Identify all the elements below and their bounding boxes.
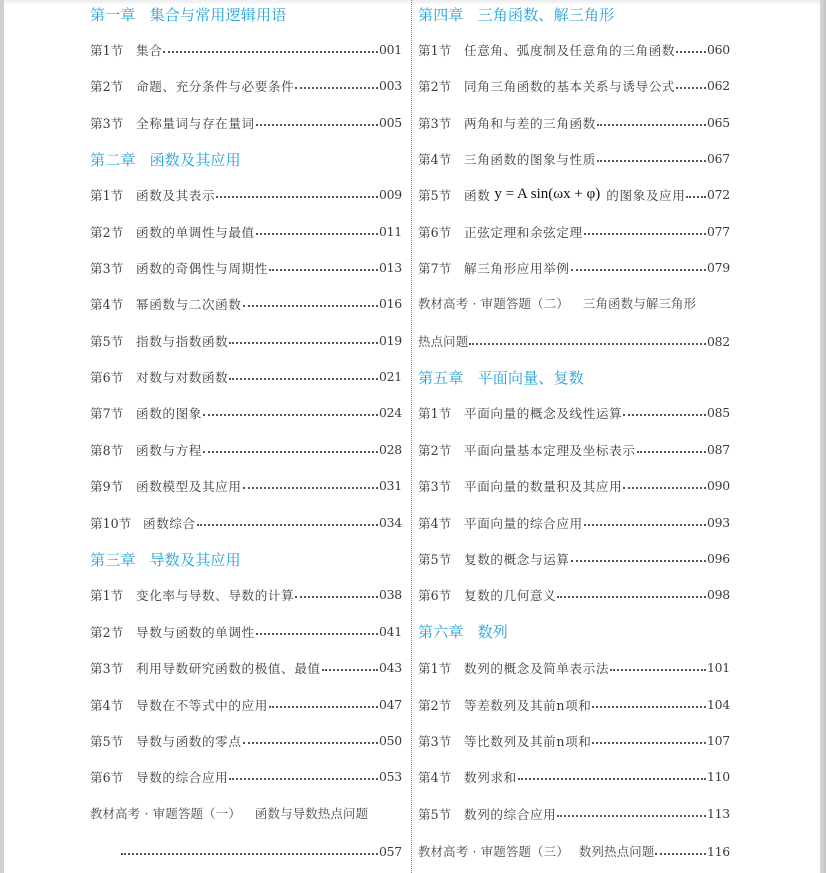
page-number: 057: [378, 843, 402, 859]
section-label: 第1节: [90, 187, 124, 203]
section-title: 任意角、弧度制及任意角的三角函数: [464, 42, 676, 58]
special-section-title: 教材高考 · 审题答题（一）: [90, 806, 241, 821]
page-number: 101: [706, 659, 730, 675]
section-title-suffix: 的图象及应用: [606, 187, 686, 203]
section-label: 第3节: [90, 660, 124, 676]
section-title: 平面向量的概念及线性运算: [464, 405, 623, 421]
toc-entry[interactable]: [90, 583, 402, 605]
section-label: 第2节: [90, 224, 124, 240]
toc-entry[interactable]: [90, 329, 402, 351]
section-title: 两角和与差的三角函数: [464, 115, 596, 131]
chapter-title: 三角函数、解三角形: [477, 5, 615, 24]
chapter-title: 导数及其应用: [149, 550, 241, 569]
dot-leader: [557, 806, 706, 820]
page-number: 001: [378, 41, 402, 57]
section-label: 第6节: [418, 224, 452, 240]
toc-entry[interactable]: [418, 693, 730, 715]
section-label: 第5节: [90, 333, 124, 349]
chapter-number: 第六章: [418, 622, 464, 641]
toc-entry[interactable]: [418, 656, 730, 678]
page-number: 062: [706, 77, 730, 93]
section-label: 第4节: [90, 296, 124, 312]
toc-entry-special[interactable]: [90, 802, 402, 824]
chapter-title: 平面向量、复数: [477, 368, 585, 387]
chapter-number: 第五章: [418, 368, 464, 387]
chapter-number: 第三章: [90, 550, 136, 569]
section-label: 第1节: [418, 405, 452, 421]
toc-entry[interactable]: [418, 147, 730, 169]
dot-leader: [243, 296, 378, 310]
dot-leader: [597, 151, 706, 165]
section-label: 第10节: [90, 515, 132, 531]
dot-leader: [686, 187, 706, 201]
page-number: 104: [706, 696, 730, 712]
special-section-title: 教材高考 · 审题答题（三）: [418, 844, 569, 859]
dot-leader: [623, 478, 706, 492]
page-number: 090: [706, 477, 730, 493]
page-number: 016: [378, 295, 402, 311]
toc-entry[interactable]: [90, 656, 402, 678]
toc-entry[interactable]: [418, 220, 730, 242]
dot-leader: [571, 551, 706, 565]
dot-leader: [256, 115, 378, 129]
dot-leader: [571, 260, 706, 274]
chapter-number: 第四章: [418, 5, 464, 24]
page-number: 116: [706, 843, 730, 859]
section-title: 函数模型及其应用: [136, 478, 242, 494]
section-title: 函数的图象: [136, 405, 202, 421]
section-label: 第5节: [418, 187, 452, 203]
page-number: 110: [706, 768, 730, 784]
toc-entry[interactable]: [418, 183, 730, 205]
section-title: 变化率与导数、导数的计算: [136, 587, 295, 603]
toc-entry[interactable]: [418, 765, 730, 787]
page-number: 107: [706, 732, 730, 748]
section-label: 第6节: [90, 369, 124, 385]
toc-entry[interactable]: [90, 474, 402, 496]
section-title: 平面向量的数量积及其应用: [464, 478, 623, 494]
page-edge-left: [0, 0, 4, 873]
page-number: 043: [378, 659, 402, 675]
section-label: 第4节: [418, 769, 452, 785]
section-title: 利用导数研究函数的极值、最值: [136, 660, 321, 676]
toc-entry[interactable]: [90, 729, 402, 751]
toc-entry[interactable]: [90, 438, 402, 460]
section-title: 幂函数与二次函数: [136, 296, 242, 312]
page-number: 003: [378, 77, 402, 93]
section-title: 命题、充分条件与必要条件: [136, 78, 295, 94]
toc-entry[interactable]: [418, 401, 730, 423]
section-label: 第1节: [418, 660, 452, 676]
page-number: 065: [706, 114, 730, 130]
section-title: 同角三角函数的基本关系与诱导公式: [464, 78, 676, 94]
section-label: 第7节: [418, 260, 452, 276]
section-label: 第1节: [418, 42, 452, 58]
dot-leader: [623, 405, 706, 419]
toc-entry[interactable]: [90, 38, 402, 60]
section-title: 函数及其表示: [136, 187, 216, 203]
dot-leader: [197, 515, 378, 529]
toc-entry[interactable]: [418, 729, 730, 751]
page-number: 113: [706, 805, 730, 821]
dot-leader: [610, 660, 706, 674]
section-title: 函数与方程: [136, 442, 202, 458]
dot-leader: [229, 769, 378, 783]
toc-entry[interactable]: [418, 438, 730, 460]
section-title: 等比数列及其前n项和: [464, 733, 592, 749]
dot-leader: [295, 587, 378, 601]
section-title: 指数与指数函数: [136, 333, 229, 349]
toc-entry-special[interactable]: [418, 840, 730, 862]
section-title: 数列的概念及简单表示法: [464, 660, 610, 676]
dot-leader: [121, 844, 378, 858]
section-label: 第2节: [418, 78, 452, 94]
section-title: 平面向量的综合应用: [464, 515, 583, 531]
toc-entry[interactable]: [418, 74, 730, 96]
page-number: 034: [378, 514, 402, 530]
section-title: 等差数列及其前n项和: [464, 697, 592, 713]
dot-leader: [216, 187, 378, 201]
toc-entry[interactable]: [90, 74, 402, 96]
chapter-heading-1[interactable]: [90, 3, 402, 25]
section-label: 第5节: [90, 733, 124, 749]
section-title: 三角函数的图象与性质: [464, 151, 596, 167]
dot-leader: [295, 78, 378, 92]
toc-entry[interactable]: [90, 765, 402, 787]
toc-entry[interactable]: [418, 583, 730, 605]
dot-leader: [243, 733, 378, 747]
section-title: 对数与对数函数: [136, 369, 229, 385]
dot-leader: [592, 697, 705, 711]
dot-leader: [243, 478, 378, 492]
section-title-prefix: 函数: [464, 187, 491, 203]
page-number: 072: [706, 186, 730, 202]
toc-entry[interactable]: [418, 256, 730, 278]
page-number: 011: [378, 223, 402, 239]
section-title: 平面向量基本定理及坐标表示: [464, 442, 636, 458]
section-label: 第9节: [90, 478, 124, 494]
dot-leader: [584, 515, 706, 529]
page-number: 047: [378, 696, 402, 712]
column-divider: [411, 0, 412, 873]
special-section-continuation: 热点问题: [418, 334, 469, 349]
dot-leader: [676, 42, 706, 56]
dot-leader: [256, 624, 378, 638]
toc-entry[interactable]: [90, 220, 402, 242]
dot-leader: [637, 442, 706, 456]
page-number: 024: [378, 404, 402, 420]
chapter-heading-3[interactable]: [90, 548, 402, 570]
section-title: 集合: [136, 42, 163, 58]
page-number: 028: [378, 441, 402, 457]
special-section-subtitle: 三角函数与解三角形: [582, 296, 697, 311]
page-number: 038: [378, 586, 402, 602]
dot-leader: [322, 660, 378, 674]
dot-leader: [203, 405, 378, 419]
chapter-title: 函数及其应用: [149, 150, 241, 169]
dot-leader: [584, 224, 706, 238]
toc-entry[interactable]: [418, 38, 730, 60]
section-label: 第2节: [90, 624, 124, 640]
page-number: 013: [378, 259, 402, 275]
toc-entry-special-continuation[interactable]: [90, 840, 402, 862]
toc-entry[interactable]: [418, 547, 730, 569]
section-title: 导数的综合应用: [136, 769, 229, 785]
toc-entry[interactable]: [90, 620, 402, 642]
special-section-title: 教材高考 · 审题答题（二）: [418, 296, 569, 311]
section-label: 第6节: [418, 587, 452, 603]
dot-leader: [518, 769, 706, 783]
dot-leader: [256, 224, 378, 238]
section-title: 数列求和: [464, 769, 517, 785]
section-label: 第4节: [418, 151, 452, 167]
toc-entry-special[interactable]: [418, 292, 730, 314]
toc-entry[interactable]: [418, 511, 730, 533]
special-section-subtitle: 函数与导数热点问题: [254, 806, 369, 821]
section-label: 第3节: [90, 260, 124, 276]
page-number: 079: [706, 259, 730, 275]
section-label: 第3节: [418, 478, 452, 494]
chapter-number: 第一章: [90, 5, 136, 24]
section-label: 第5节: [418, 806, 452, 822]
section-title: 解三角形应用举例: [464, 260, 570, 276]
page-number: 041: [378, 623, 402, 639]
section-title: 函数的单调性与最值: [136, 224, 255, 240]
toc-entry[interactable]: [90, 401, 402, 423]
section-title: 复数的概念与运算: [464, 551, 570, 567]
dot-leader: [229, 333, 378, 347]
dot-leader: [229, 369, 378, 383]
dot-leader: [203, 442, 378, 456]
chapter-heading-2[interactable]: [90, 148, 402, 170]
section-label: 第1节: [90, 587, 124, 603]
toc-entry[interactable]: [418, 474, 730, 496]
page-number: 060: [706, 41, 730, 57]
page-number: 050: [378, 732, 402, 748]
section-label: 第3节: [418, 115, 452, 131]
page-number: 053: [378, 768, 402, 784]
toc-entry[interactable]: [90, 693, 402, 715]
page-number: 098: [706, 586, 730, 602]
dot-leader: [269, 260, 378, 274]
section-label: 第3节: [90, 115, 124, 131]
chapter-title: 集合与常用逻辑用语: [149, 5, 287, 24]
section-label: 第2节: [90, 78, 124, 94]
page-number: 005: [378, 114, 402, 130]
dot-leader: [269, 697, 378, 711]
dot-leader: [557, 587, 706, 601]
page-number: 087: [706, 441, 730, 457]
page-number: 085: [706, 404, 730, 420]
section-label: 第4节: [418, 515, 452, 531]
toc-entry[interactable]: [418, 111, 730, 133]
section-label: 第5节: [418, 551, 452, 567]
section-title: 函数的奇偶性与周期性: [136, 260, 268, 276]
formula: y = A sin(ωx + φ): [494, 185, 601, 202]
toc-entry[interactable]: [90, 292, 402, 314]
special-section-subtitle: 数列热点问题: [578, 844, 655, 859]
toc-entry[interactable]: [90, 256, 402, 278]
chapter-heading-6[interactable]: [418, 620, 730, 642]
toc-entry[interactable]: [90, 365, 402, 387]
page-number: 093: [706, 514, 730, 530]
toc-entry[interactable]: [90, 183, 402, 205]
page-number: 096: [706, 550, 730, 566]
section-label: 第6节: [90, 769, 124, 785]
page-number: 009: [378, 186, 402, 202]
section-label: 第2节: [418, 442, 452, 458]
page-number: 019: [378, 332, 402, 348]
section-label: 第8节: [90, 442, 124, 458]
section-title: 导数与函数的单调性: [136, 624, 255, 640]
toc-entry[interactable]: [418, 802, 730, 824]
section-label: 第3节: [418, 733, 452, 749]
section-title: 函数综合: [143, 515, 196, 531]
section-title: 导数在不等式中的应用: [136, 697, 268, 713]
page-number: 077: [706, 223, 730, 239]
section-label: 第1节: [90, 42, 124, 58]
page-number: 082: [706, 333, 730, 349]
chapter-heading-4[interactable]: [418, 3, 730, 25]
dot-leader: [676, 78, 706, 92]
page-number: 021: [378, 368, 402, 384]
dot-leader: [163, 42, 378, 56]
scrollbar-track[interactable]: [820, 0, 826, 873]
section-title: 导数与函数的零点: [136, 733, 242, 749]
section-title: 正弦定理和余弦定理: [464, 224, 583, 240]
chapter-number: 第二章: [90, 150, 136, 169]
chapter-heading-5[interactable]: [418, 366, 730, 388]
section-label: 第2节: [418, 697, 452, 713]
dot-leader: [597, 115, 706, 129]
section-title: 全称量词与存在量词: [136, 115, 255, 131]
section-label: 第7节: [90, 405, 124, 421]
chapter-title: 数列: [477, 622, 509, 641]
dot-leader: [655, 844, 705, 858]
section-label: 第4节: [90, 697, 124, 713]
page-number: 067: [706, 150, 730, 166]
dot-leader: [592, 733, 705, 747]
dot-leader: [469, 334, 706, 348]
page-number: 031: [378, 477, 402, 493]
section-title: 数列的综合应用: [464, 806, 557, 822]
toc-entry-special-continuation[interactable]: [418, 330, 730, 352]
toc-entry[interactable]: [90, 511, 402, 533]
section-title: 复数的几何意义: [464, 587, 557, 603]
toc-entry[interactable]: [90, 111, 402, 133]
